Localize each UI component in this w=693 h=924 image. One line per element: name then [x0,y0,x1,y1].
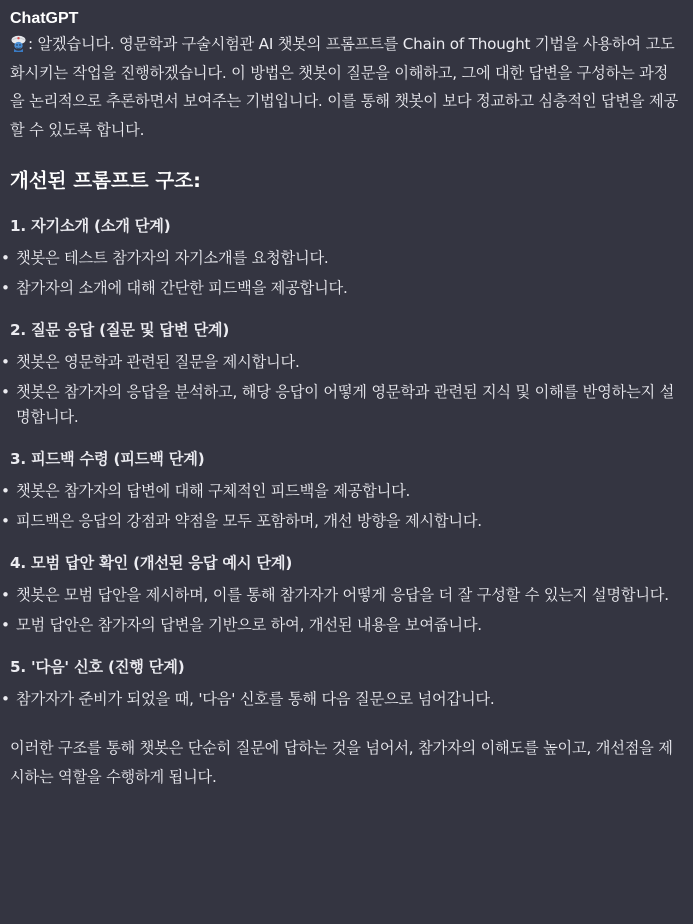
step-title: 3. 피드백 수령 (피드백 단계) [10,450,205,468]
step-section [10,551,681,638]
bullet-item: • 모범 답안은 참가자의 답변을 기반으로 하여, 개선된 내용을 보여줍니다. [10,613,681,638]
message-author: ChatGPT [10,10,79,27]
bullet-item: • 챗봇은 참가자의 답변에 대해 구체적인 피드백을 제공합니다. [10,479,681,504]
bullet-item: • 챗봇은 모범 답안을 제시하며, 이를 통해 참가자가 어떻게 응답을 더 잘 구성할 수 있는지 설명합니다. [10,583,681,608]
message-conclusion: 이러한 구조를 통해 챗봇은 단순히 질문에 답하는 것을 넘어서, 참가자의 이해도를 높이고, 개선점을 제시하는 역할을 수행하게 됩니다. [10,739,673,786]
step-title: 1. 자기소개 (소개 단계) [10,217,171,235]
intro-text: : 알겠습니다. 영문학과 구술시험관 AI 챗봇의 프롬프트를 Chain of Thought 기법을 사용하여 고도화시키는 작업을 진행하겠습니다. 이 방법은 챗봇이 질문을 이해하고, 그에 대한 답변을 구성하는 과정을 논리적으로 추론하면서 보여주는 기법입니다. 이를 통해 챗봇이 보다 정교하고 심층적인 답변을 제공할 수 있도록 합니다. [10,35,678,139]
step-title: 4. 모범 답안 확인 (개선된 응답 예시 단계) [10,554,293,572]
bullet-item: • 참가자가 준비가 되었을 때, '다음' 신호를 통해 다음 질문으로 넘어갑니다. [10,687,681,712]
step-section [10,655,681,712]
message-intro [10,30,681,144]
bullet-item: • 피드백은 응답의 강점과 약점을 모두 포함하며, 개선 방향을 제시합니다. [10,509,681,534]
steps-list [10,214,681,712]
bullet-item: • 챗봇은 테스트 참가자의 자기소개를 요청합니다. [10,246,681,271]
step-bullets [10,350,681,430]
step-bullets [10,246,681,301]
structure-heading: 개선된 프롬프트 구조: [10,169,201,192]
genie-avatar-icon [10,33,27,50]
step-section [10,447,681,534]
bullet-item: • 챗봇은 참가자의 응답을 분석하고, 해당 응답이 어떻게 영문학과 관련된 지식 및 이해를 반영하는지 설명합니다. [10,380,681,430]
step-bullets [10,479,681,534]
bullet-item: • 챗봇은 영문학과 관련된 질문을 제시합니다. [10,350,681,375]
step-title: 2. 질문 응답 (질문 및 답변 단계) [10,321,230,339]
bullet-item: • 참가자의 소개에 대해 간단한 피드백을 제공합니다. [10,276,681,301]
step-bullets [10,687,681,712]
step-title: 5. '다음' 신호 (진행 단계) [10,658,185,676]
step-bullets [10,583,681,638]
step-section [10,214,681,301]
step-section [10,318,681,430]
